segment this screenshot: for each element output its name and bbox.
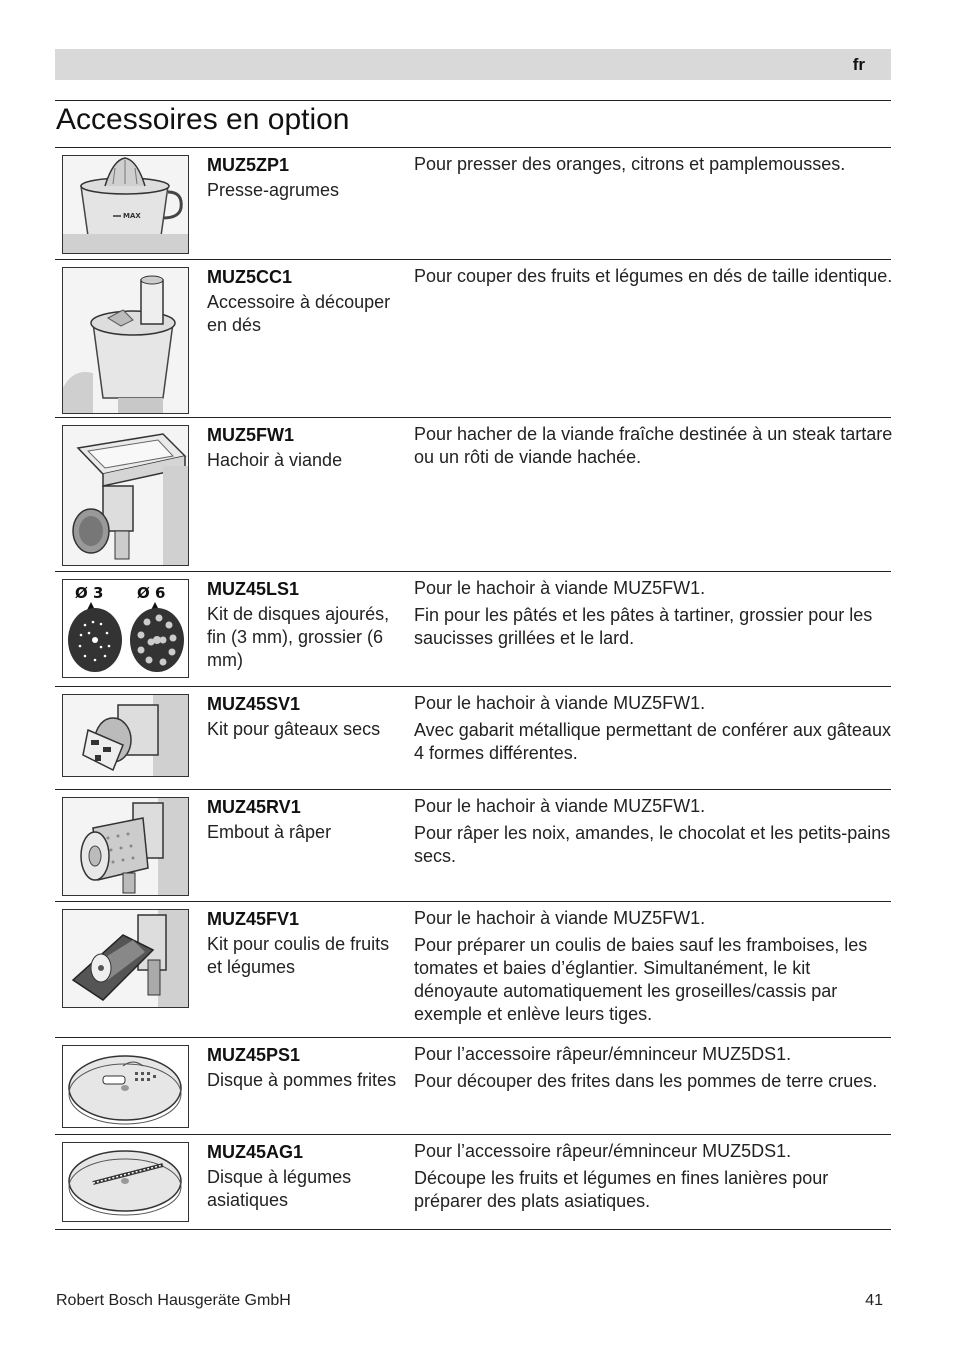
table-top-rule: [55, 147, 891, 148]
puree-attachment-icon: [62, 909, 189, 1008]
accessory-name: Kit pour coulis de fruits et légumes: [207, 934, 390, 977]
fine-disc-label: Ø 3: [75, 584, 104, 602]
description-line: Pour couper des fruits et légumes en dés de taille identique.: [414, 266, 893, 286]
accessory-description: [414, 692, 894, 769]
accessory-name: Disque à pommes frites: [207, 1070, 397, 1090]
description-line: Pour préparer un coulis de baies sauf les framboises, les tomates et baies d’églantier. Simultanément, le kit dénoyaute automatiquement les groseilles/cassis par exemple et enlève leurs tiges.: [414, 935, 868, 1024]
model-number: MUZ5FW1: [207, 425, 294, 445]
description-line: Pour hacher de la viande fraîche destinée à un steak tartare ou un rôti de viande hachée.: [414, 424, 893, 467]
description-line: Pour l’accessoire râpeur/émninceur MUZ5DS1.: [414, 1044, 792, 1064]
accessory-name: Embout à râper: [207, 822, 332, 842]
accessory-row: [55, 1043, 891, 1134]
page-title: Accessoires en option: [56, 103, 350, 136]
description-line: Pour le hachoir à viande MUZ5FW1.: [414, 578, 706, 598]
language-bar: [55, 49, 891, 80]
accessory-row: [55, 1140, 891, 1229]
accessory-row: [55, 265, 891, 417]
accessory-name: Disque à légumes asiatiques: [207, 1167, 352, 1210]
accessory-description: [414, 1043, 894, 1097]
description-line: Avec gabarit métallique permettant de conférer aux gâteaux 4 formes différentes.: [414, 720, 891, 763]
citrus-press-icon: [62, 155, 189, 254]
model-number: MUZ45AG1: [207, 1142, 304, 1162]
row-divider: [55, 417, 891, 418]
model-number: MUZ45PS1: [207, 1045, 301, 1065]
accessory-row: [55, 795, 891, 901]
description-line: Pour râper les noix, amandes, le chocolat et les petits-pains secs.: [414, 823, 891, 866]
row-divider: [55, 571, 891, 572]
accessory-row: [55, 577, 891, 686]
description-line: Pour l’accessoire râpeur/émninceur MUZ5DS1.: [414, 1141, 792, 1161]
dicer-icon: [62, 267, 189, 414]
description-line: Pour le hachoir à viande MUZ5FW1.: [414, 796, 706, 816]
grater-attachment-icon: [62, 797, 189, 896]
model-number: MUZ45LS1: [207, 579, 300, 599]
accessory-name: Presse-agrumes: [207, 180, 340, 200]
row-divider: [55, 789, 891, 790]
row-divider: [55, 686, 891, 687]
accessory-name: Hachoir à viande: [207, 450, 343, 470]
description-line: Pour presser des oranges, citrons et pamplemousses.: [414, 154, 846, 174]
cookie-attachment-icon: [62, 694, 189, 777]
row-divider: [55, 259, 891, 260]
model-number: MUZ45SV1: [207, 694, 301, 714]
model-number: MUZ45RV1: [207, 797, 301, 817]
accessory-name: Accessoire à découper en dés: [207, 292, 391, 335]
accessory-description: [414, 265, 894, 292]
title-top-rule: [55, 100, 891, 101]
coarse-disc-label: Ø 6: [137, 584, 166, 602]
description-line: Pour le hachoir à viande MUZ5FW1.: [414, 908, 706, 928]
accessory-row: [55, 423, 891, 571]
table-bottom-rule: [55, 1229, 891, 1230]
accessory-description: [414, 153, 894, 180]
page-number: 41: [865, 1292, 883, 1309]
language-code: fr: [852, 55, 865, 74]
footer-company: Robert Bosch Hausgeräte GmbH: [56, 1292, 291, 1309]
description-line: Pour découper des frites dans les pommes de terre crues.: [414, 1071, 878, 1091]
accessory-row: [55, 907, 891, 1037]
model-number: MUZ45FV1: [207, 909, 300, 929]
accessory-description: [414, 795, 894, 872]
accessory-row: [55, 153, 891, 259]
accessory-description: [414, 577, 894, 654]
accessory-description: [414, 423, 894, 473]
accessory-description: [414, 1140, 894, 1217]
description-line: Découpe les fruits et légumes en fines lanières pour préparer des plats asiatiques.: [414, 1168, 829, 1211]
max-marking: MAX: [123, 212, 141, 220]
accessory-name: Kit pour gâteaux secs: [207, 719, 381, 739]
meat-mincer-icon: [62, 425, 189, 566]
description-line: Fin pour les pâtés et les pâtes à tartiner, grossier pour les saucisses grillées et le lard.: [414, 605, 873, 648]
fries-disc-icon: [62, 1045, 189, 1128]
row-divider: [55, 901, 891, 902]
perforated-discs-icon: [62, 579, 189, 678]
accessory-row: [55, 692, 891, 789]
description-line: Pour le hachoir à viande MUZ5FW1.: [414, 693, 706, 713]
row-divider: [55, 1037, 891, 1038]
row-divider: [55, 1134, 891, 1135]
model-number: MUZ5CC1: [207, 267, 293, 287]
accessory-description: [414, 907, 894, 1030]
model-number: MUZ5ZP1: [207, 155, 290, 175]
asian-disc-icon: [62, 1142, 189, 1222]
accessory-name: Kit de disques ajourés, fin (3 mm), grossier (6 mm): [207, 604, 390, 670]
